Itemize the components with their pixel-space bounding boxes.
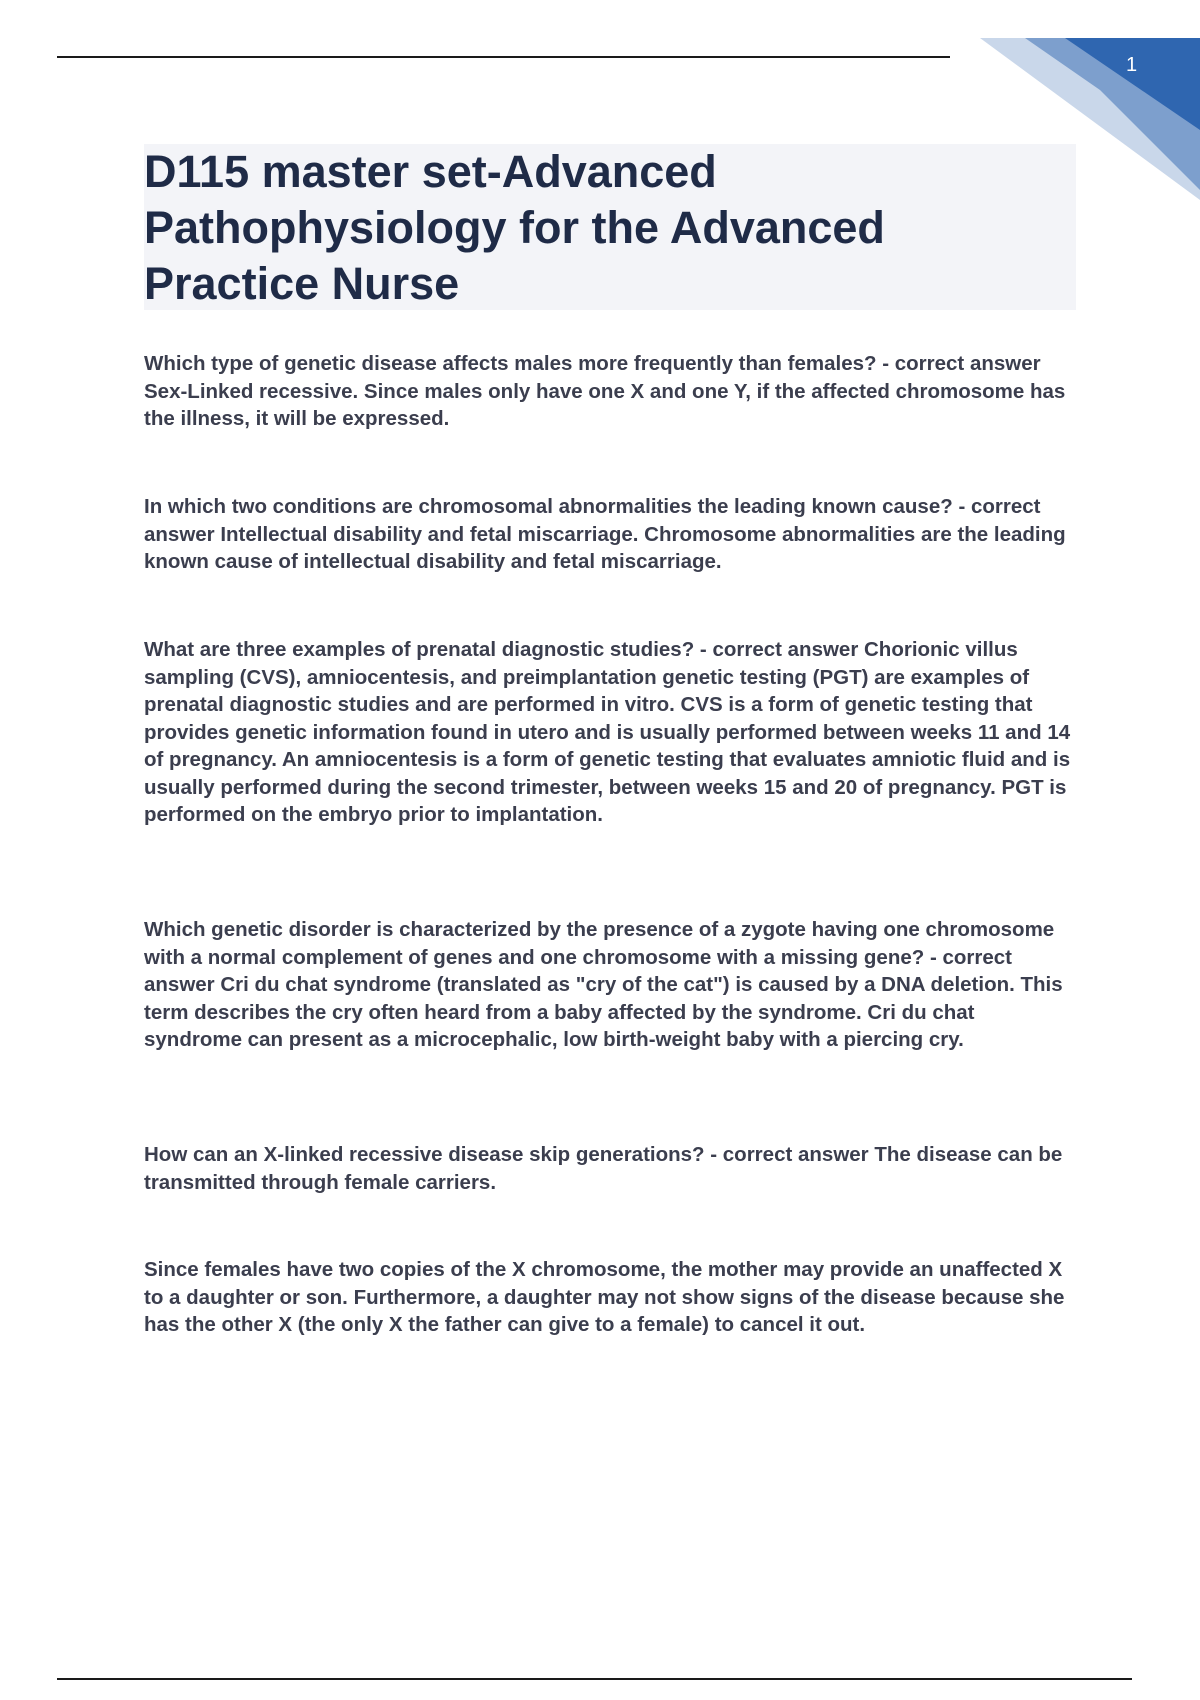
qa-paragraph-5: How can an X-linked recessive disease skip generations? - correct answer The disease can be transmitted through female carriers.: [144, 1143, 1063, 1194]
document-title: D115 master set-Advanced Pathophysiology for the Advanced Practice Nurse: [144, 146, 885, 309]
qa-paragraph-3: What are three examples of prenatal diagnostic studies? - correct answer Chorionic villus sampling (CVS), amniocentesis, and preimplantation genetic testing (PGT) are examples of prenatal diagnostic studies and are performed in vitro. CVS is a form of genetic testing that provides genetic information found in utero and is usually performed between weeks 11 and 14 of pregnancy. An amniocentesis is a form of genetic testing that evaluates amniotic fluid and is usually performed during the second trimester, between weeks 15 and 20 of pregnancy. PGT is performed on the embryo prior to implantation.: [144, 638, 1071, 826]
footer-rule: [57, 1678, 1132, 1680]
page-number: 1: [1126, 54, 1138, 76]
qa-paragraph-4: Which genetic disorder is characterized by the presence of a zygote having one chromosome with a normal complement of genes and one chromosome with a missing gene? - correct answer Cri du chat syndrome (translated as "cry of the cat") is caused by a DNA deletion. This term describes the cry often heard from a baby affected by the syndrome. Cri du chat syndrome can present as a microcephalic, low birth-weight baby with a piercing cry.: [144, 918, 1063, 1051]
qa-paragraph-1: Which type of genetic disease affects males more frequently than females? - correct answer Sex-Linked recessive. Since males only have one X and one Y, if the affected chromosome has the illness, it will be expressed.: [144, 352, 1066, 430]
qa-paragraph-2: In which two conditions are chromosomal abnormalities the leading known cause? - correct answer Intellectual disability and fetal miscarriage. Chromosome abnormalities are the leading known cause of intellectual disability and fetal miscarriage.: [144, 495, 1066, 573]
header-rule: [57, 56, 950, 58]
qa-paragraph-6: Since females have two copies of the X chromosome, the mother may provide an unaffected X to a daughter or son. Furthermore, a daughter may not show signs of the disease because she has the other X (the only X the father can give to a female) to cancel it out.: [144, 1258, 1065, 1336]
